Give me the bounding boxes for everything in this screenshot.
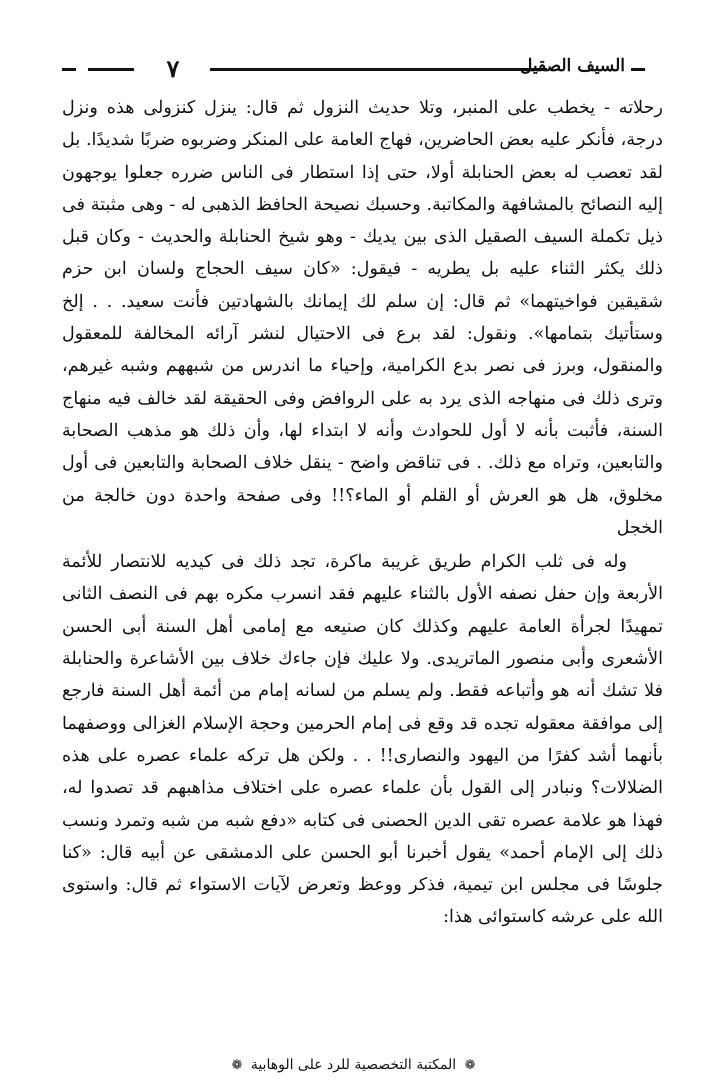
header-rule-left [88,68,134,71]
header-rule-left-end [62,68,76,71]
page-body [62,92,663,934]
footer-library-name: المكتبة التخصصية للرد على الوهابية [250,1057,457,1073]
footer-ornament-left-icon: ❁ [231,1058,243,1073]
paragraph-1: رحلاته - يخطب على المنبر، وتلا حديث النزول ثم قال: ينزل كنزولى هذه ونزل درجة، فأنكر عليه بعض الحاضرين، فهاج العامة على المنكر وضربوه ضربًا شديدًا. بل لقد تعصب له بعض الحنابلة أولا، حتى إذا استطار فى الناس ضرره جعلوا يوجهون إليه النصائح بالمشافهة والمكاتبة. وحسبك نصيحة الحافظ الذهبى له - وهى مثبتة فى ذيل تكملة السيف الصقيل الذى بين يديك - وهو شيخ الحنابلة والحديث - وكان قبل ذلك يكثر الثناء عليه بل يطريه - فيقول: «كان سيف الحجاج ولسان ابن حزم شقيقين فواخيتهما» ثم قال: إن سلم لك إيمانك بالشهادتين فأنت سعيد. . . إلخ وستأتيك بتمامها». ونقول: لقد برع فى الاحتيال لنشر آرائه المخالفة للمعقول والمنقول، وبرز فى نصر بدع الكرامية، وإحياء ما اندرس من شبههم وشبه غيرهم، وترى ذلك فى منهاجه الذى يرد به على الروافض وفى الحقيقة لقد خالف فيه منهاج السنة، فأثبت بأنه لا أول للحوادث وأنه لا ابتداء لها، وأن ذلك هو مذهب الصحابة والتابعين، وتراه مع ذلك. . فى تناقض واضح - ينقل خلاف الصحابة والتابعين فى أول مخلوق، هل هو العرش أو القلم أو الماء؟!! وفى صفحة واحدة دون خالجة من الخجل [62,98,663,538]
page-number: ٧ [166,54,180,83]
page-header [62,52,645,86]
running-title: السيف الصقيل [520,56,625,76]
paragraph-2: وله فى ثلب الكرام طريق غريبة ماكرة، تجد ذلك فى كيديه للانتصار للأئمة الأربعة وإن حفل نصفه الأول بالثناء عليهم فقد انسرب مكره بهم فى النصف الثانى تمهيدًا لجرأة العامة عليهم وكذلك كان صنيعه مع إمامى أهل السنة أبى الحسن الأشعرى وأبى منصور الماتريدى. ولا عليك فإن جاءك خلاف بين الأشاعرة والحنابلة فلا تشك أنه هو وأتباعه فقط. ولم يسلم من لسانه إمام من أئمة أهل السنة فارجع إلى موافقة معقوله تجده قد وقع فى إمام الحرمين وحجة الإسلام الغزالى ووصفهما بأنهما أشد كفرًا من اليهود والنصارى!! . . ولكن هل تركه علماء عصره على هذه الضلالات؟ ونبادر إلى القول بأن علماء عصره على اختلاف مذاهبهم قد تصدوا له، فهذا هو علامة عصره تقى الدين الحصنى فى كتابه «دفع شبه من شبه وتمرد ونسب ذلك إلى الإمام أحمد» يقول أخبرنا أبو الحسن على الدمشقى عن أبيه قال: «كنا جلوسًا فى مجلس ابن تيمية، فذكر ووعظ وتعرض لآيات الاستواء ثم قال: واستوى الله على عرشه كاستوائى هذا: [62,552,663,928]
header-rule-right-end [631,68,645,71]
footer-ornament-right-icon: ❁ [464,1058,476,1073]
header-rule-right [210,68,547,71]
page-footer [0,1057,707,1083]
